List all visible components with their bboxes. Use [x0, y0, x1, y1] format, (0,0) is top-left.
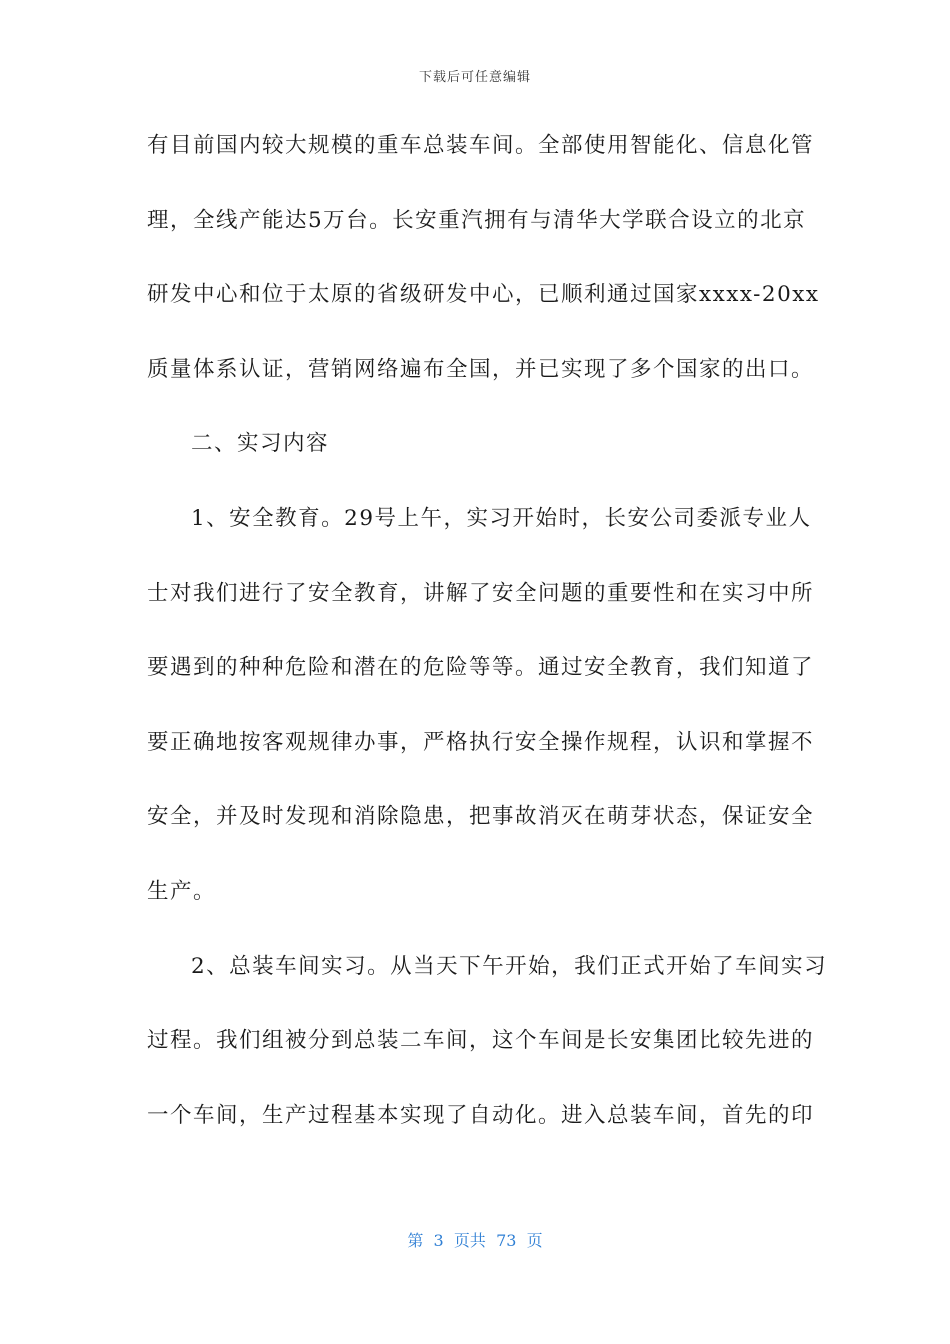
text-line: 有目前国内较大规模的重车总装车间。全部使用智能化、信息化管 [147, 133, 815, 158]
text-line: 质量体系认证，营销网络遍布全国，并已实现了多个国家的出口。 [147, 356, 815, 382]
text-line: 要正确地按客观规律办事，严格执行安全操作规程，认识和掌握不 [147, 729, 815, 755]
text-line: 二、实习内容 [191, 431, 330, 457]
text-line: 一个车间，生产过程基本实现了自动化。进入总装车间，首先的印 [147, 1102, 815, 1128]
page-number-footer: 第 3 页共 73 页 [407, 1231, 543, 1250]
text-line: 2、总装车间实习。从当天下午开始，我们正式开始了车间实习 [191, 953, 828, 979]
text-line: 士对我们进行了安全教育，讲解了安全问题的重要性和在实习中所 [147, 580, 815, 606]
text-line: 生产。 [147, 878, 217, 904]
text-line: 1、安全教育。29号上午，实习开始时，长安公司委派专业人 [191, 505, 812, 531]
text-line: 安全，并及时发现和消除隐患，把事故消灭在萌芽状态，保证安全 [147, 804, 815, 830]
page-header: 下载后可任意编辑 [418, 70, 531, 85]
text-line: 过程。我们组被分到总装二车间，这个车间是长安集团比较先进的 [147, 1028, 815, 1054]
text-line: 理，全线产能达5万台。长安重汽拥有与清华大学联合设立的北京 [147, 207, 807, 233]
text-line: 研发中心和位于太原的省级研发中心，已顺利通过国家xxxx-20xx [147, 282, 820, 308]
document-body [147, 121, 828, 1165]
text-line: 要遇到的种种危险和潜在的危险等等。通过安全教育，我们知道了 [147, 655, 815, 681]
